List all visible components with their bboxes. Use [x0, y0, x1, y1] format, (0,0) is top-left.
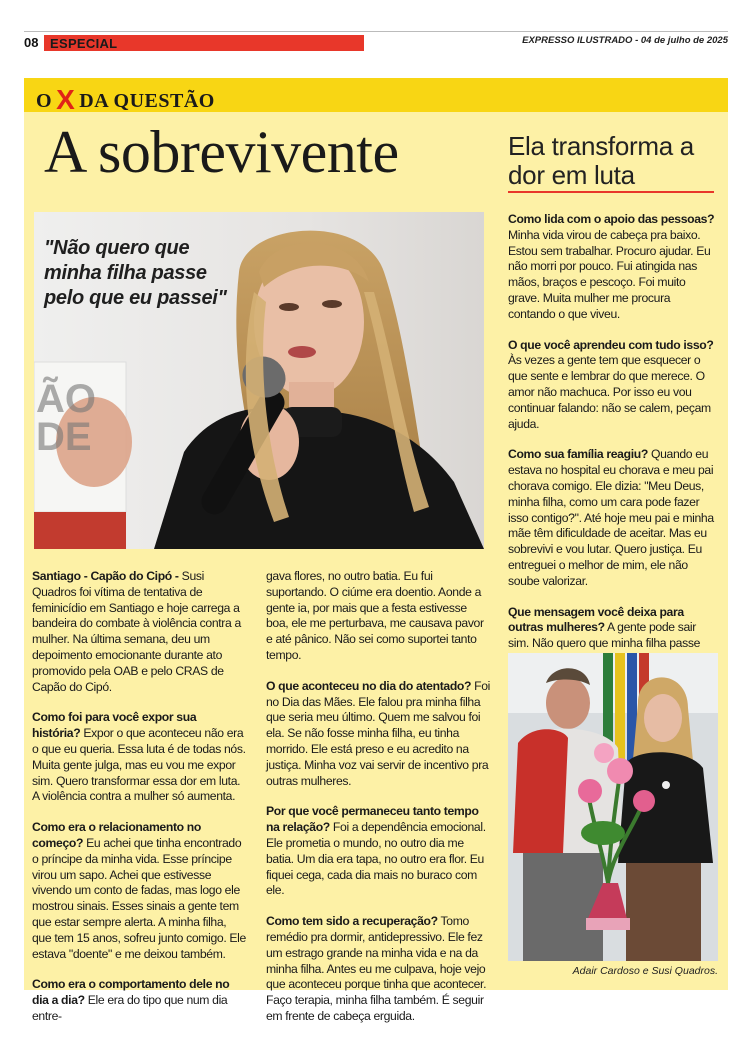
- section-tab: [44, 35, 364, 51]
- answer: Expor o que aconteceu não era o que eu queria. Essa luta é de todas nós. Muita gente julga, mas eu vou me expor sim. Quero transformar essa dor em luta. A violência contra a mulher só aumenta.: [32, 726, 246, 804]
- article-column-2: [266, 569, 492, 1040]
- question: Como sua família reagiu?: [508, 447, 648, 462]
- question: Como era o comportamento dele no dia a dia?: [32, 977, 230, 1008]
- question: Como era o relacionamento no começo?: [32, 820, 201, 850]
- answer: Tomo remédio pra dormir, antidepressivo. Ele fez um estrago grande na minha vida e na da minha filha. Antes eu me culpava, hoje vejo que aconteceu porque tinha que acontecer. Faço terapia, minha filha também. É seguir em frente de cabeça erguida.: [266, 914, 487, 1023]
- article-column-3: [508, 212, 718, 714]
- dateline: Santiago - Capão do Cipó -: [32, 569, 179, 583]
- section-label: ESPECIAL: [50, 36, 118, 51]
- banner-text: [36, 377, 96, 459]
- banner-text-line: ÃO: [36, 377, 96, 421]
- side-title: Ela transforma a dor em luta: [508, 131, 694, 190]
- column-title: [36, 82, 215, 114]
- answer: A gente pode sair sim. Não quero que minha filha passe: [508, 620, 700, 651]
- question: Como tem sido a recuperação?: [266, 914, 438, 929]
- couple-photo: [508, 653, 718, 961]
- question: Que mensagem você deixa para outras mulheres?: [508, 604, 684, 635]
- question: O que você aprendeu com tudo isso?: [508, 337, 714, 352]
- top-rule: [24, 31, 728, 32]
- answer: Foi a dependência emocional. Ele prometia o mundo, no outro dia me batia. Um dia era tapa, no outro era flor. Eu fiquei cega, cada dia mais no buraco com ele.: [266, 820, 486, 898]
- answer: Ele era do tipo que num dia entre-: [32, 993, 228, 1023]
- question: Como foi para você expor sua história?: [32, 710, 197, 741]
- couple-photo-image: [508, 653, 718, 961]
- photo-caption: Adair Cardoso e Susi Quadros.: [572, 965, 718, 977]
- masthead: EXPRESSO ILUSTRADO - 04 de julho de 2025: [522, 35, 728, 46]
- answer: Às vezes a gente tem que esquecer o que sente e lembrar do que merece. O amor não machuca. Por isso eu vou continuar falando: não se calem, peçam ajuda.: [508, 353, 711, 431]
- page-number: 08: [24, 35, 39, 50]
- side-title-rule: [508, 191, 714, 193]
- column-title-suffix: DA QUESTÃO: [79, 90, 215, 112]
- column-title-x: X: [56, 84, 76, 115]
- answer: Foi no Dia das Mães. Ele falou pra minha filha que seria meu último. Quem me salvou foi ela. Se não fosse minha filha, eu tinha morrido. Ele está preso e eu acredito na justiça. Minha voz vai servir de incentivo pra outras mulheres.: [266, 678, 491, 788]
- answer: Eu achei que tinha encontrado o príncipe da minha vida. Esse príncipe virou um sapo. Achei que estivesse vivendo um conto de fadas, mas logo ele mostrou sinais. Esses sinais a gente tem que estar sempre alerta. A minha filha, que tem 15 anos, sofreu junto comigo. Ele estava "doente" e me deixou também.: [32, 835, 246, 961]
- question: Como lida com o apoio das pessoas?: [508, 212, 715, 226]
- article-column-1: [32, 569, 247, 1040]
- banner-text-line: DE: [36, 415, 92, 459]
- answer: Quando eu estava no hospital eu chorava e meu pai chorava comigo. Ele dizia: "Meu Deus, minha filha, como um cara pode fazer isso contigo?". Até hoje meu pai e minha mãe têm dificuldade de aceitar. Mas eu sobrevivi e vou lutar. Quero justiça. Eu entreguei o melhor de mim, ele não soube valorizar.: [508, 447, 714, 588]
- headline: A sobrevivente: [44, 119, 399, 185]
- intro-text: Susi Quadros foi vítima de tentativa de feminicídio em Santiago e hoje carrega a bandeira do combate à violência contra a mulher. Na última semana, deu um depoimento emocionante durante ato promovido pela OAB e pelo CRAS de Capão do Cipó.: [32, 569, 241, 694]
- answer: Minha vida virou de cabeça pra baixo. Estou sem trabalhar. Procuro ajudar. Eu não morri por pouco. Fui atingida nas mãos, braços e pescoço. Foi muito grave. Muita mulher me procura contando o que viveu.: [508, 227, 711, 321]
- question: O que aconteceu no dia do atentado?: [266, 678, 472, 693]
- photo-quote: "Não quero que minha filha passe pelo que eu passei": [44, 237, 227, 309]
- question: Por que você permaneceu tanto tempo na relação?: [266, 804, 479, 835]
- column-title-prefix: O: [36, 90, 53, 112]
- answer: gava flores, no outro batia. Eu fui suportando. O ciúme era doentio. Aonde a gente ia, por mais que a festa estivesse boa, ele me perturbava, me causava pavor e até pânico. Não sei como suportei tanto tempo.: [266, 569, 484, 662]
